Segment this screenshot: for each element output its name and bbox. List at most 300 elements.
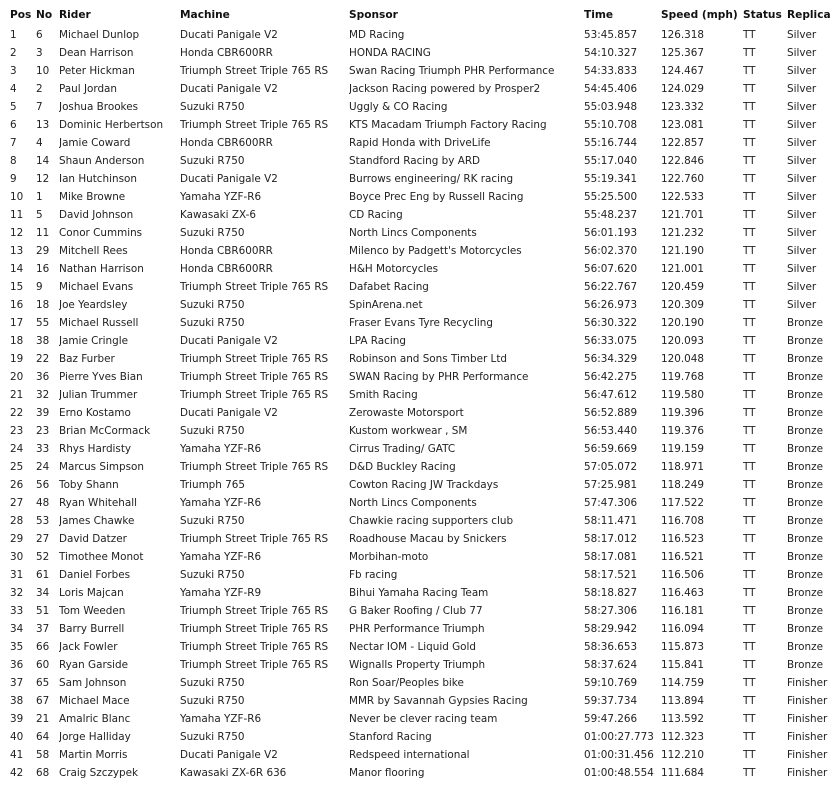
status-cell: TT (743, 695, 756, 707)
status-cell: TT (743, 83, 756, 95)
table-row (0, 206, 839, 224)
replica-cell: Finisher (787, 749, 828, 761)
pos-cell: 39 (10, 713, 24, 725)
time-cell: 55:03.948 (584, 101, 638, 113)
pos-cell: 25 (10, 461, 24, 473)
pos-cell: 11 (10, 209, 24, 221)
sponsor-cell: MD Racing (349, 29, 405, 41)
col-replica-header: Replica (787, 9, 831, 21)
table-row (0, 476, 839, 494)
rider-cell: Peter Hickman (59, 65, 135, 77)
table-row (0, 746, 839, 764)
pos-cell: 16 (10, 299, 24, 311)
replica-cell: Silver (787, 101, 817, 113)
pos-cell: 29 (10, 533, 24, 545)
col-sponsor-header: Sponsor (349, 9, 398, 21)
time-cell: 01:00:48.554 (584, 767, 654, 779)
status-cell: TT (743, 767, 756, 779)
rider-cell: Marcus Simpson (59, 461, 144, 473)
machine-cell: Triumph Street Triple 765 RS (180, 281, 329, 293)
speed-cell: 119.159 (661, 443, 704, 455)
rider-cell: Mike Browne (59, 191, 126, 203)
no-cell: 65 (36, 677, 50, 689)
rider-cell: Mitchell Rees (59, 245, 128, 257)
pos-cell: 17 (10, 317, 24, 329)
machine-cell: Yamaha YZF-R6 (180, 713, 262, 725)
status-cell: TT (743, 137, 756, 149)
replica-cell: Bronze (787, 551, 823, 563)
time-cell: 55:25.500 (584, 191, 638, 203)
replica-cell: Bronze (787, 533, 823, 545)
rider-cell: Loris Majcan (59, 587, 124, 599)
sponsor-cell: SWAN Racing by PHR Performance (349, 371, 529, 383)
speed-cell: 122.760 (661, 173, 704, 185)
time-cell: 54:45.406 (584, 83, 638, 95)
status-cell: TT (743, 461, 756, 473)
table-row (0, 440, 839, 458)
no-cell: 1 (36, 191, 43, 203)
machine-cell: Honda CBR600RR (180, 245, 273, 257)
table-row (0, 530, 839, 548)
sponsor-cell: Never be clever racing team (349, 713, 498, 725)
machine-cell: Triumph Street Triple 765 RS (180, 119, 329, 131)
replica-cell: Silver (787, 299, 817, 311)
speed-cell: 115.841 (661, 659, 704, 671)
pos-cell: 18 (10, 335, 24, 347)
rider-cell: Dean Harrison (59, 47, 134, 59)
speed-cell: 119.376 (661, 425, 704, 437)
rider-cell: David Datzer (59, 533, 127, 545)
replica-cell: Silver (787, 245, 817, 257)
rider-cell: Amalric Blanc (59, 713, 131, 725)
rider-cell: James Chawke (59, 515, 135, 527)
no-cell: 5 (36, 209, 43, 221)
sponsor-cell: North Lincs Components (349, 497, 477, 509)
no-cell: 58 (36, 749, 50, 761)
pos-cell: 20 (10, 371, 24, 383)
table-row (0, 350, 839, 368)
replica-cell: Bronze (787, 335, 823, 347)
machine-cell: Yamaha YZF-R6 (180, 497, 262, 509)
status-cell: TT (743, 587, 756, 599)
sponsor-cell: North Lincs Components (349, 227, 477, 239)
table-row (0, 134, 839, 152)
no-cell: 11 (36, 227, 50, 239)
status-cell: TT (743, 227, 756, 239)
status-cell: TT (743, 263, 756, 275)
status-cell: TT (743, 47, 756, 59)
replica-cell: Bronze (787, 623, 823, 635)
replica-cell: Silver (787, 281, 817, 293)
replica-cell: Finisher (787, 731, 828, 743)
machine-cell: Suzuki R750 (180, 731, 245, 743)
no-cell: 16 (36, 263, 50, 275)
rider-cell: Nathan Harrison (59, 263, 144, 275)
machine-cell: Triumph Street Triple 765 RS (180, 353, 329, 365)
speed-cell: 112.323 (661, 731, 704, 743)
no-cell: 67 (36, 695, 50, 707)
no-cell: 33 (36, 443, 50, 455)
time-cell: 58:27.306 (584, 605, 638, 617)
speed-cell: 116.094 (661, 623, 704, 635)
sponsor-cell: PHR Performance Triumph (349, 623, 485, 635)
speed-cell: 124.029 (661, 83, 704, 95)
time-cell: 56:07.620 (584, 263, 638, 275)
pos-cell: 12 (10, 227, 24, 239)
replica-cell: Finisher (787, 695, 828, 707)
time-cell: 58:36.653 (584, 641, 638, 653)
pos-cell: 10 (10, 191, 24, 203)
speed-cell: 113.894 (661, 695, 704, 707)
replica-cell: Silver (787, 29, 817, 41)
status-cell: TT (743, 65, 756, 77)
rider-cell: Baz Furber (59, 353, 115, 365)
sponsor-cell: Morbihan-moto (349, 551, 429, 563)
rider-cell: Daniel Forbes (59, 569, 131, 581)
no-cell: 3 (36, 47, 43, 59)
sponsor-cell: G Baker Roofing / Club 77 (349, 605, 483, 617)
col-rider-header: Rider (59, 9, 91, 21)
rider-cell: Pierre Yves Bian (59, 371, 143, 383)
no-cell: 9 (36, 281, 43, 293)
rider-cell: Michael Dunlop (59, 29, 140, 41)
rider-cell: Sam Johnson (59, 677, 127, 689)
replica-cell: Silver (787, 173, 817, 185)
time-cell: 59:10.769 (584, 677, 638, 689)
time-cell: 57:47.306 (584, 497, 638, 509)
pos-cell: 23 (10, 425, 24, 437)
time-cell: 56:53.440 (584, 425, 638, 437)
rider-cell: Erno Kostamo (59, 407, 131, 419)
table-row (0, 224, 839, 242)
pos-cell: 28 (10, 515, 24, 527)
results-body (0, 26, 839, 782)
sponsor-cell: D&D Buckley Racing (349, 461, 456, 473)
table-row (0, 674, 839, 692)
machine-cell: Honda CBR600RR (180, 137, 273, 149)
table-row (0, 548, 839, 566)
time-cell: 56:47.612 (584, 389, 638, 401)
sponsor-cell: Kustom workwear , SM (349, 425, 468, 437)
speed-cell: 121.232 (661, 227, 704, 239)
no-cell: 18 (36, 299, 50, 311)
time-cell: 56:33.075 (584, 335, 638, 347)
time-cell: 55:48.237 (584, 209, 638, 221)
sponsor-cell: Standford Racing by ARD (349, 155, 481, 167)
speed-cell: 116.708 (661, 515, 704, 527)
machine-cell: Suzuki R750 (180, 101, 245, 113)
machine-cell: Ducati Panigale V2 (180, 83, 278, 95)
speed-cell: 124.467 (661, 65, 704, 77)
machine-cell: Kawasaki ZX-6R 636 (180, 767, 287, 779)
pos-cell: 9 (10, 173, 17, 185)
speed-cell: 112.210 (661, 749, 704, 761)
replica-cell: Silver (787, 155, 817, 167)
speed-cell: 116.181 (661, 605, 704, 617)
no-cell: 12 (36, 173, 50, 185)
table-row (0, 512, 839, 530)
machine-cell: Suzuki R750 (180, 317, 245, 329)
speed-cell: 125.367 (661, 47, 704, 59)
status-cell: TT (743, 659, 756, 671)
speed-cell: 120.309 (661, 299, 704, 311)
table-row (0, 692, 839, 710)
no-cell: 24 (36, 461, 50, 473)
machine-cell: Triumph Street Triple 765 RS (180, 65, 329, 77)
table-row (0, 620, 839, 638)
pos-cell: 34 (10, 623, 24, 635)
status-cell: TT (743, 155, 756, 167)
pos-cell: 13 (10, 245, 24, 257)
col-speed-header: Speed (mph) (661, 9, 738, 21)
results-table (0, 4, 839, 782)
time-cell: 01:00:27.773 (584, 731, 654, 743)
table-row (0, 494, 839, 512)
time-cell: 56:26.973 (584, 299, 638, 311)
sponsor-cell: Chawkie racing supporters club (349, 515, 514, 527)
pos-cell: 24 (10, 443, 24, 455)
no-cell: 48 (36, 497, 50, 509)
status-cell: TT (743, 191, 756, 203)
no-cell: 61 (36, 569, 50, 581)
table-row (0, 332, 839, 350)
replica-cell: Silver (787, 83, 817, 95)
replica-cell: Bronze (787, 515, 823, 527)
no-cell: 7 (36, 101, 43, 113)
speed-cell: 121.701 (661, 209, 704, 221)
rider-cell: Toby Shann (59, 479, 119, 491)
replica-cell: Bronze (787, 479, 823, 491)
pos-cell: 1 (10, 29, 17, 41)
replica-cell: Silver (787, 119, 817, 131)
no-cell: 6 (36, 29, 43, 41)
replica-cell: Finisher (787, 713, 828, 725)
speed-cell: 120.048 (661, 353, 704, 365)
pos-cell: 19 (10, 353, 24, 365)
rider-cell: David Johnson (59, 209, 134, 221)
no-cell: 21 (36, 713, 50, 725)
status-cell: TT (743, 641, 756, 653)
sponsor-cell: Smith Racing (349, 389, 418, 401)
no-cell: 66 (36, 641, 50, 653)
pos-cell: 6 (10, 119, 17, 131)
speed-cell: 123.332 (661, 101, 704, 113)
status-cell: TT (743, 119, 756, 131)
sponsor-cell: Zerowaste Motorsport (349, 407, 464, 419)
sponsor-cell: Fb racing (349, 569, 398, 581)
speed-cell: 118.971 (661, 461, 704, 473)
status-cell: TT (743, 569, 756, 581)
time-cell: 55:19.341 (584, 173, 638, 185)
table-row (0, 638, 839, 656)
table-row (0, 152, 839, 170)
time-cell: 56:59.669 (584, 443, 638, 455)
no-cell: 36 (36, 371, 50, 383)
table-row (0, 386, 839, 404)
machine-cell: Suzuki R750 (180, 695, 245, 707)
no-cell: 64 (36, 731, 50, 743)
no-cell: 32 (36, 389, 50, 401)
status-cell: TT (743, 245, 756, 257)
speed-cell: 121.190 (661, 245, 704, 257)
replica-cell: Bronze (787, 407, 823, 419)
sponsor-cell: Rapid Honda with DriveLife (349, 137, 491, 149)
rider-cell: Shaun Anderson (59, 155, 145, 167)
status-cell: TT (743, 317, 756, 329)
sponsor-cell: Wignalls Property Triumph (349, 659, 486, 671)
speed-cell: 116.521 (661, 551, 704, 563)
col-status-header: Status (743, 9, 782, 21)
machine-cell: Triumph Street Triple 765 RS (180, 659, 329, 671)
replica-cell: Silver (787, 47, 817, 59)
speed-cell: 126.318 (661, 29, 704, 41)
col-no-header: No (36, 9, 53, 21)
no-cell: 14 (36, 155, 50, 167)
no-cell: 56 (36, 479, 50, 491)
status-cell: TT (743, 677, 756, 689)
status-cell: TT (743, 209, 756, 221)
time-cell: 58:37.624 (584, 659, 638, 671)
replica-cell: Finisher (787, 767, 828, 779)
machine-cell: Yamaha YZF-R6 (180, 191, 262, 203)
replica-cell: Bronze (787, 371, 823, 383)
sponsor-cell: Swan Racing Triumph PHR Performance (349, 65, 555, 77)
sponsor-cell: Boyce Prec Eng by Russell Racing (349, 191, 524, 203)
sponsor-cell: MMR by Savannah Gypsies Racing (349, 695, 528, 707)
machine-cell: Yamaha YZF-R6 (180, 443, 262, 455)
sponsor-cell: Robinson and Sons Timber Ltd (349, 353, 507, 365)
rider-cell: Michael Evans (59, 281, 134, 293)
table-row (0, 188, 839, 206)
replica-cell: Bronze (787, 425, 823, 437)
table-row (0, 62, 839, 80)
status-cell: TT (743, 551, 756, 563)
status-cell: TT (743, 389, 756, 401)
sponsor-cell: Redspeed international (349, 749, 470, 761)
sponsor-cell: Cowton Racing JW Trackdays (349, 479, 499, 491)
machine-cell: Triumph 765 (180, 479, 246, 491)
machine-cell: Suzuki R750 (180, 569, 245, 581)
rider-cell: Jamie Coward (59, 137, 131, 149)
machine-cell: Triumph Street Triple 765 RS (180, 389, 329, 401)
time-cell: 58:17.012 (584, 533, 638, 545)
machine-cell: Suzuki R750 (180, 227, 245, 239)
status-cell: TT (743, 497, 756, 509)
no-cell: 55 (36, 317, 50, 329)
table-row (0, 116, 839, 134)
table-row (0, 728, 839, 746)
sponsor-cell: Ron Soar/Peoples bike (349, 677, 464, 689)
machine-cell: Triumph Street Triple 765 RS (180, 605, 329, 617)
rider-cell: Barry Burrell (59, 623, 125, 635)
rider-cell: Joshua Brookes (59, 101, 139, 113)
pos-cell: 15 (10, 281, 24, 293)
status-cell: TT (743, 533, 756, 545)
replica-cell: Bronze (787, 443, 823, 455)
status-cell: TT (743, 713, 756, 725)
rider-cell: Brian McCormack (59, 425, 151, 437)
time-cell: 54:10.327 (584, 47, 638, 59)
status-cell: TT (743, 29, 756, 41)
speed-cell: 117.522 (661, 497, 704, 509)
speed-cell: 119.396 (661, 407, 704, 419)
time-cell: 58:17.081 (584, 551, 638, 563)
pos-cell: 27 (10, 497, 24, 509)
table-row (0, 404, 839, 422)
machine-cell: Yamaha YZF-R6 (180, 551, 262, 563)
pos-cell: 31 (10, 569, 24, 581)
rider-cell: Michael Russell (59, 317, 139, 329)
speed-cell: 120.093 (661, 335, 704, 347)
speed-cell: 113.592 (661, 713, 704, 725)
time-cell: 56:52.889 (584, 407, 638, 419)
no-cell: 37 (36, 623, 50, 635)
rider-cell: Ryan Whitehall (59, 497, 137, 509)
replica-cell: Silver (787, 227, 817, 239)
machine-cell: Suzuki R750 (180, 515, 245, 527)
no-cell: 51 (36, 605, 50, 617)
time-cell: 56:22.767 (584, 281, 638, 293)
status-cell: TT (743, 299, 756, 311)
replica-cell: Bronze (787, 641, 823, 653)
table-row (0, 458, 839, 476)
table-row (0, 566, 839, 584)
pos-cell: 30 (10, 551, 24, 563)
replica-cell: Silver (787, 209, 817, 221)
rider-cell: Jack Fowler (59, 641, 118, 653)
machine-cell: Ducati Panigale V2 (180, 173, 278, 185)
sponsor-cell: CD Racing (349, 209, 403, 221)
col-pos-header: Pos (10, 9, 32, 21)
status-cell: TT (743, 443, 756, 455)
machine-cell: Honda CBR600RR (180, 263, 273, 275)
rider-cell: Craig Szczypek (59, 767, 139, 779)
time-cell: 56:42.275 (584, 371, 638, 383)
time-cell: 53:45.857 (584, 29, 638, 41)
no-cell: 29 (36, 245, 50, 257)
machine-cell: Yamaha YZF-R9 (180, 587, 262, 599)
pos-cell: 32 (10, 587, 24, 599)
speed-cell: 111.684 (661, 767, 704, 779)
table-row (0, 98, 839, 116)
pos-cell: 41 (10, 749, 24, 761)
sponsor-cell: H&H Motorcycles (349, 263, 439, 275)
no-cell: 4 (36, 137, 43, 149)
pos-cell: 4 (10, 83, 17, 95)
replica-cell: Bronze (787, 497, 823, 509)
no-cell: 13 (36, 119, 50, 131)
pos-cell: 40 (10, 731, 24, 743)
rider-cell: Dominic Herbertson (59, 119, 164, 131)
speed-cell: 116.463 (661, 587, 704, 599)
speed-cell: 119.580 (661, 389, 704, 401)
pos-cell: 22 (10, 407, 24, 419)
time-cell: 01:00:31.456 (584, 749, 654, 761)
pos-cell: 7 (10, 137, 17, 149)
replica-cell: Bronze (787, 389, 823, 401)
time-cell: 58:29.942 (584, 623, 638, 635)
col-time-header: Time (584, 9, 614, 21)
status-cell: TT (743, 407, 756, 419)
rider-cell: Ryan Garside (59, 659, 129, 671)
no-cell: 53 (36, 515, 50, 527)
status-cell: TT (743, 101, 756, 113)
time-cell: 58:11.471 (584, 515, 638, 527)
table-row (0, 260, 839, 278)
table-row (0, 296, 839, 314)
no-cell: 52 (36, 551, 50, 563)
pos-cell: 2 (10, 47, 17, 59)
